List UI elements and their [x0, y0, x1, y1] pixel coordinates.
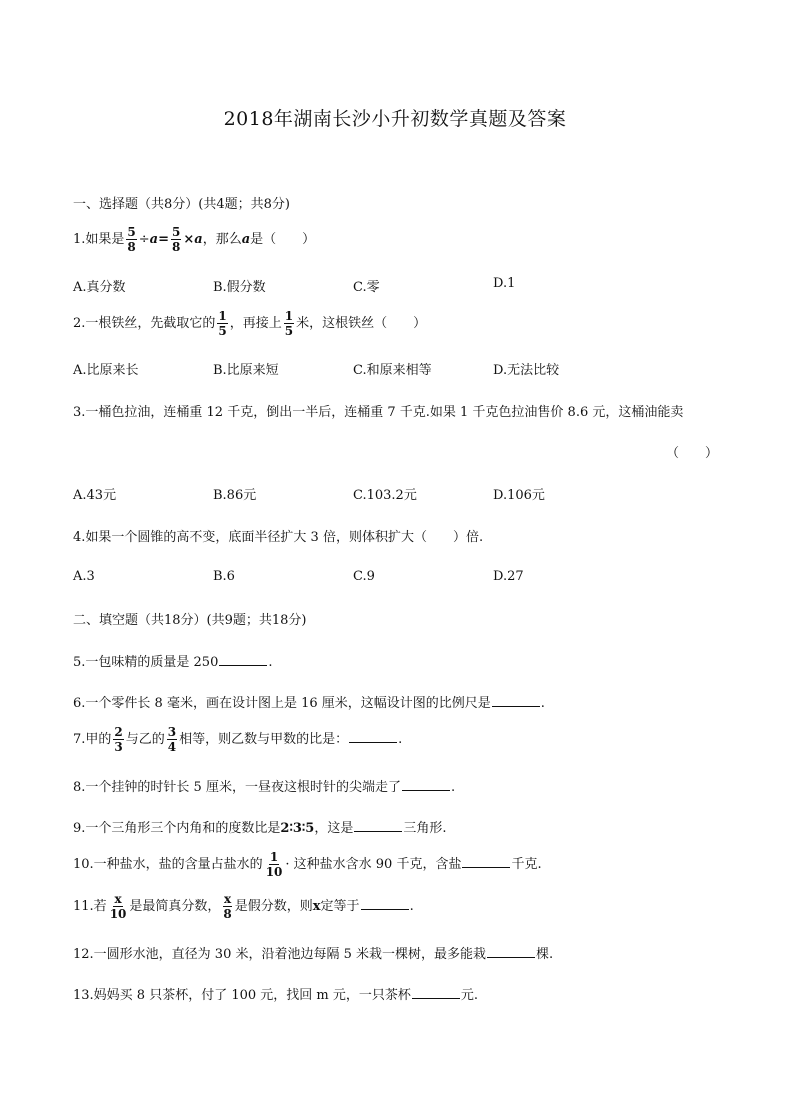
question-11: [73, 893, 414, 920]
option-d: D.1: [493, 276, 516, 291]
q10-prefix: 10.一种盐水，盐的含量占盐水的: [73, 857, 263, 872]
q2-suffix: 米，这根铁丝（ ）: [296, 316, 427, 331]
q1-suffix: ，那么: [202, 232, 242, 247]
option-a: A.真分数: [73, 280, 126, 295]
option-a: A.比原来长: [73, 363, 139, 378]
q4-options: [73, 569, 723, 587]
answer-blank: [462, 855, 510, 868]
q11-suffix: .: [409, 899, 414, 914]
equals-sign: =: [158, 232, 170, 247]
q9-middle: ，这是: [314, 821, 354, 836]
q2-prefix: 2.一根铁丝，先截取它的: [73, 316, 216, 331]
q1-suffix-end: 是（ ）: [250, 232, 316, 247]
page-title: 2018年湖南长沙小升初数学真题及答案: [223, 108, 567, 130]
q12-suffix: 棵.: [536, 947, 554, 962]
q11-middle-2: 是假分数，则: [234, 899, 313, 914]
question-7: [73, 726, 402, 753]
option-a: A.43元: [73, 488, 117, 503]
option-a: A.3: [73, 569, 95, 584]
option-c: C.零: [353, 280, 380, 295]
answer-blank: [487, 945, 535, 958]
answer-blank: [412, 986, 460, 999]
question-8: [73, 776, 455, 795]
q13-prefix: 13.妈妈买 8 只茶杯，付了 100 元，找回 m 元，一只茶杯: [73, 988, 411, 1003]
question-1: [73, 226, 315, 253]
q3-options: [73, 484, 723, 502]
fraction-3-4: $\frac{3}{4}$: [167, 725, 177, 754]
q6-prefix: 6.一个零件长 8 毫米，画在设计图上是 16 厘米，这幅设计图的比例尺是: [73, 696, 491, 711]
option-b: B.6: [213, 569, 235, 584]
question-3: 3.一桶色拉油，连桶重 12 千克，倒出一半后，连桶重 7 千克.如果 1 千克色拉油售价 8.6 元，这桶油能卖: [73, 405, 684, 420]
q7-end: .: [398, 732, 403, 747]
q9-prefix: 9.一个三角形三个内角和的度数比是: [73, 821, 281, 836]
option-d: D.106元: [493, 488, 545, 503]
question-6: [73, 692, 545, 711]
divide-sign: ÷: [138, 232, 150, 247]
q5-prefix: 5.一包味精的质量是 250: [73, 655, 219, 670]
fraction-x-8: $\frac{x}{8}$: [223, 892, 232, 921]
answer-blank: [402, 778, 450, 791]
q8-prefix: 8.一个挂钟的时针长 5 厘米，一昼夜这根时针的尖端走了: [73, 780, 401, 795]
q10-middle: · 这种盐水含水 90 千克，含盐: [285, 857, 462, 872]
answer-blank: [354, 819, 402, 832]
q6-suffix: .: [540, 696, 545, 711]
q11-prefix: 11.若: [73, 899, 107, 914]
q9-suffix: 三角形.: [403, 821, 447, 836]
section-heading-choice: 一、选择题（共8分）(共4题；共8分): [73, 197, 290, 212]
option-d: D.27: [493, 569, 524, 584]
q8-suffix: .: [450, 780, 456, 795]
question-9: [73, 817, 446, 836]
answer-blank: [492, 694, 540, 707]
answer-blank: [361, 897, 409, 910]
q11-middle-1: 是最简真分数，: [129, 899, 221, 914]
variable-a: a: [194, 232, 203, 247]
q5-suffix: .: [268, 655, 273, 670]
fraction-1-10: $\frac{1}{10}$: [265, 850, 283, 879]
fraction-2-3: $\frac{2}{3}$: [114, 725, 123, 754]
option-d: D.无法比较: [493, 363, 560, 378]
option-b: B.86元: [213, 488, 257, 503]
variable-a: a: [241, 232, 251, 247]
question-5: [73, 651, 273, 670]
section-heading-fill: 二、填空题（共18分）(共9题；共18分): [73, 613, 307, 628]
answer-blank: [349, 730, 397, 743]
fraction-5-8: $\frac{5}{8}$: [127, 225, 136, 254]
ratio-2-3-5: 2∶3∶5: [280, 821, 315, 836]
times-sign: ×: [183, 232, 195, 247]
q7-prefix: 7.甲的: [73, 732, 112, 747]
variable-x: x: [312, 899, 321, 914]
answer-blank: [219, 653, 267, 666]
fraction-1-5: $\frac{1}{5}$: [218, 309, 227, 338]
q7-suffix: 相等，则乙数与甲数的比是：: [179, 732, 349, 747]
option-b: B.比原来短: [213, 363, 279, 378]
question-4: 4.如果一个圆锥的高不变，底面半径扩大 3 倍，则体积扩大（ ）倍.: [73, 530, 484, 545]
q1-options: [73, 276, 723, 294]
question-2: [73, 310, 426, 337]
q2-options: [73, 359, 723, 377]
fraction-5-8-second: $\frac{5}{8}$: [172, 225, 181, 254]
q12-prefix: 12.一圆形水池，直径为 30 米，沿着池边每隔 5 米栽一棵树，最多能栽: [73, 947, 487, 962]
option-c: C.和原来相等: [353, 363, 432, 378]
question-12: [73, 943, 553, 962]
q13-suffix: 元.: [460, 988, 479, 1003]
option-b: B.假分数: [213, 280, 266, 295]
q1-prefix: 1.如果是: [73, 232, 125, 247]
q10-suffix: 千克.: [511, 857, 542, 872]
question-13: [73, 984, 478, 1003]
q3-answer-paren: （ ）: [666, 446, 719, 461]
q2-middle: ，再接上: [229, 316, 282, 331]
q11-middle-3: 定等于: [320, 899, 360, 914]
q7-middle: 与乙的: [125, 732, 165, 747]
option-c: C.9: [353, 569, 375, 584]
variable-a: a: [149, 232, 159, 247]
option-c: C.103.2元: [353, 488, 417, 503]
question-10: [73, 851, 542, 878]
fraction-x-10: $\frac{x}{10}$: [109, 892, 127, 921]
fraction-1-5-second: $\frac{1}{5}$: [284, 309, 294, 338]
